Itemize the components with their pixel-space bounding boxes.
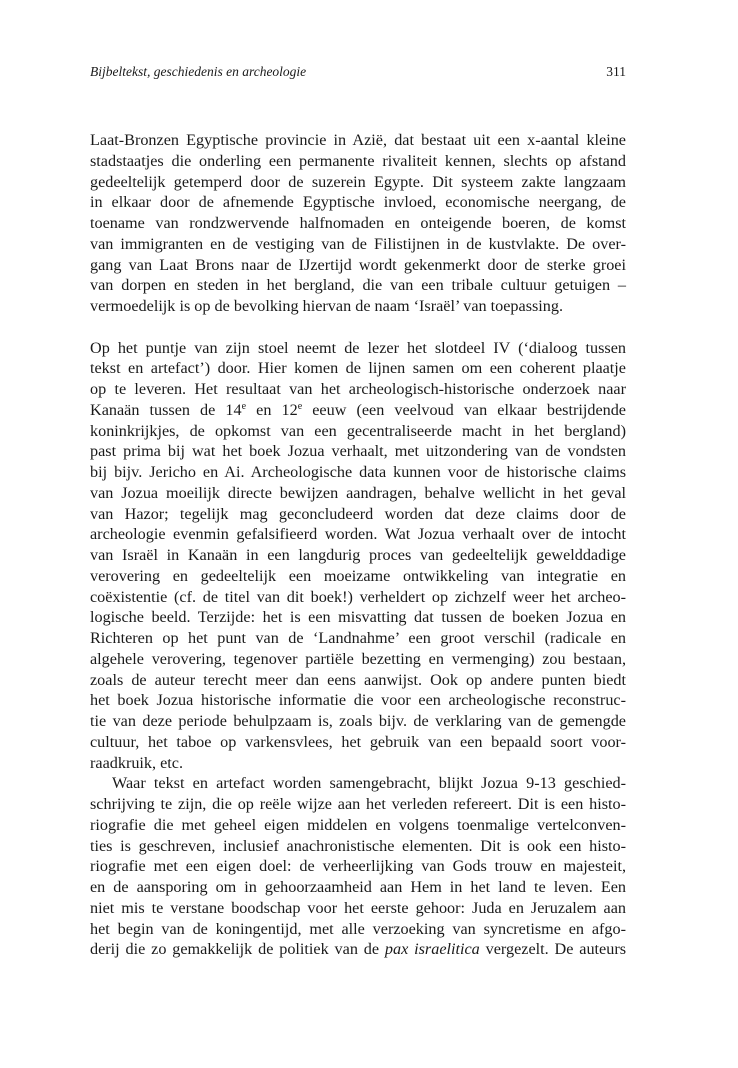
text-line: en de aansporing om in gehoorzaamheid aan Hem in het land te leven. Een bbox=[90, 878, 626, 896]
text-line: niet mis te verstane boodschap voor het eerste gehoor: Juda en Jeruzalem aan bbox=[90, 898, 626, 917]
text-line: op te leveren. Het resultaat van het archeologisch-historische onderzoek naar bbox=[90, 380, 626, 398]
text-line: in elkaar door de afnemende Egyptische invloed, economische neergang, de bbox=[90, 193, 626, 212]
paragraph-2 bbox=[90, 338, 626, 774]
text-line: raadkruik, etc. bbox=[90, 753, 184, 772]
paragraph-3 bbox=[90, 773, 626, 960]
text-line: het boek Jozua historische informatie die voor een archeologische reconstruc- bbox=[90, 691, 626, 710]
superscript: e bbox=[297, 400, 303, 412]
text-line: bij bijv. Jericho en Ai. Archeologische data kunnen voor de historische claims bbox=[90, 463, 626, 481]
text-line: riografie met een eigen doel: de verheerlijking van Gods trouw en majesteit, bbox=[90, 857, 626, 876]
text-line: ties is geschreven, inclusief anachronistische elementen. Dit is ook een histo- bbox=[90, 836, 626, 855]
text-line: zoals de auteur terecht meer dan eens aanwijst. Ook op andere punten biedt bbox=[90, 670, 626, 689]
text-line: cultuur, het taboe op varkensvlees, het gebruik van een bepaald soort voor- bbox=[90, 732, 626, 751]
text-line: logische beeld. Terzijde: het is een misvatting dat tussen de boeken Jozua en bbox=[90, 608, 626, 627]
text-line: Laat-Bronzen Egyptische provincie in Azië, dat bestaat uit een x-aantal kleine bbox=[90, 131, 626, 149]
text-line: schrijving te zijn, die op reële wijze aan het verleden refereert. Dit is een histo- bbox=[90, 795, 626, 813]
text-line: gang van Laat Brons naar de IJzertijd wordt gekenmerkt door de sterke groei bbox=[90, 255, 626, 274]
text-line: Waar tekst en artefact worden samengebracht, blijkt Jozua 9-13 geschied- bbox=[112, 774, 626, 793]
text-line: van Jozua moeilijk directe bewijzen aandragen, behalve wellicht in het geval bbox=[90, 483, 626, 502]
text-line: past prima bij wat het boek Jozua verhaalt, met uitzondering van de vondsten bbox=[90, 442, 626, 461]
text-line: toename van rondzwervende halfnomaden en onteigende boeren, de komst bbox=[90, 214, 626, 232]
text-line: van dorpen en steden in het bergland, die van een tribale cultuur getuigen – bbox=[90, 276, 626, 295]
paragraph-gap bbox=[90, 317, 626, 338]
text-line: gedeeltelijk getemperd door de suzerein Egypte. Dit systeem zakte langzaam bbox=[90, 172, 626, 191]
text-line: tie van deze periode behulpzaam is, zoals bijv. de verklaring van de gemengde bbox=[90, 712, 626, 730]
text-line: verovering en gedeeltelijk een moeizame ontwikkeling van integratie en bbox=[90, 566, 626, 585]
text-run: vergezelt. De auteurs bbox=[479, 940, 627, 959]
text-run: derij die zo gemakkelijk de politiek van de bbox=[90, 940, 385, 959]
text-line: riografie die met geheel eigen middelen en volgens toenmalige vertelconven- bbox=[90, 815, 626, 834]
paragraph-1 bbox=[90, 130, 626, 317]
text-line: van Israël in Kanaän in een langdurig proces van gedeeltelijk gewelddadige bbox=[90, 546, 626, 564]
text-line: het begin van de koningentijd, met alle verzoeking van syncretisme en afgo- bbox=[90, 919, 626, 938]
superscript: e bbox=[241, 400, 247, 412]
text-run: eeuw (een veelvoud van elkaar bestrijdende bbox=[302, 400, 626, 419]
text-line: stadstaatjes die onderling een permanente rivaliteit kennen, slechts op afstand bbox=[90, 151, 626, 170]
text-run: en 12 bbox=[246, 400, 298, 419]
text-run: Kanaän tussen de 14 bbox=[90, 400, 242, 419]
text-line: tekst en artefact’) door. Hier komen de lijnen samen om een coherent plaatje bbox=[90, 359, 626, 378]
text-line: Op het puntje van zijn stoel neemt de lezer het slotdeel IV (‘dialoog tussen bbox=[90, 338, 626, 357]
text-line: archeologie evenmin gefalsifieerd worden. Wat Jozua verhaalt over de intocht bbox=[90, 525, 626, 544]
italic-term: pax israelitica bbox=[384, 940, 480, 959]
running-title: Bijbeltekst, geschiedenis en archeologie bbox=[90, 64, 307, 79]
text-line: van Hazor; tegelijk mag geconcludeerd worden dat deze claims door de bbox=[90, 504, 626, 523]
running-head bbox=[90, 64, 626, 84]
text-line: van immigranten en de vestiging van de Filistijnen in de kustvlakte. De over- bbox=[90, 234, 626, 253]
text-line: koninkrijkjes, de opkomst van een gecentraliseerde macht in het bergland) bbox=[90, 421, 626, 440]
text-line: vermoedelijk is op de bevolking hiervan de naam ‘Israël’ van toepassing. bbox=[90, 297, 564, 315]
body-text bbox=[90, 130, 626, 960]
text-line-centuries bbox=[90, 400, 626, 421]
text-line: Richteren op het punt van de ‘Landnahme’ een groot verschil (radicale en bbox=[90, 629, 626, 647]
page-number: 311 bbox=[606, 64, 626, 79]
text-line-pax bbox=[90, 939, 626, 960]
text-line: algehele verovering, tegenover partiële bezetting en vermenging) zou bestaan, bbox=[90, 649, 626, 668]
text-line: coëxistentie (cf. de titel van dit boek!) verheldert op zichzelf weer het archeo- bbox=[90, 587, 626, 606]
